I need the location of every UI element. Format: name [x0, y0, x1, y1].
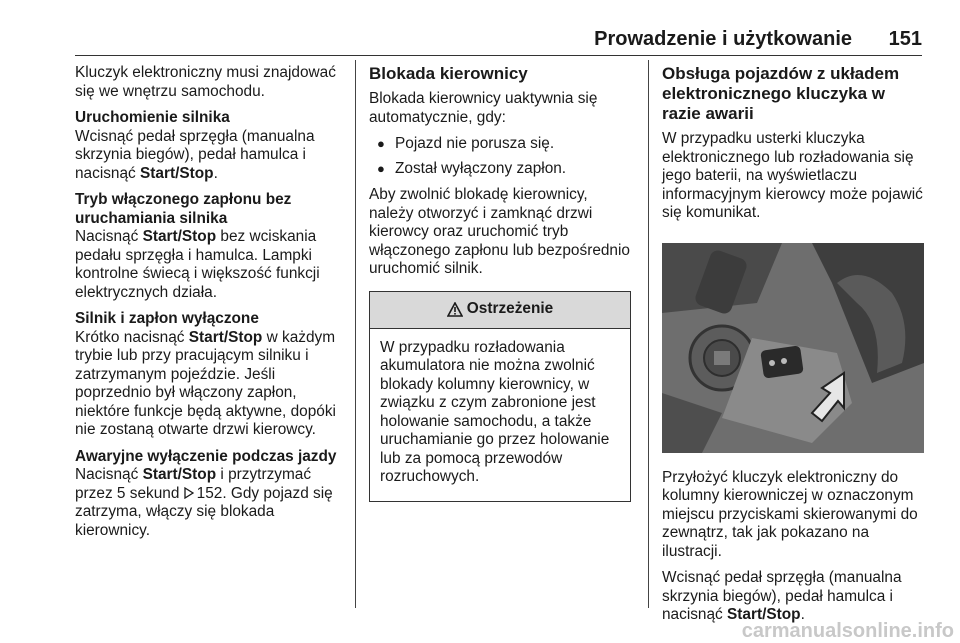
text: . — [800, 606, 805, 623]
column-1 — [75, 64, 347, 548]
column-divider-2 — [648, 60, 649, 608]
text: bez wciskania pedału sprzęgła i hamulca. Lampki kontrolne świecą i większość funkcji elektrycznych działa. — [75, 228, 320, 301]
page-footer — [0, 620, 960, 642]
text: Wcisnąć pedał sprzęgła (manualna skrzynia biegów), pedał hamulca i nacisnąć — [662, 569, 902, 623]
text: i przytrzymać przez 5 sekund — [75, 466, 312, 502]
warning-title: Ostrzeżenie — [466, 300, 554, 318]
subheading-engine-start: Uruchomienie silnika — [75, 109, 230, 126]
bullet-list — [369, 135, 631, 178]
header-divider — [75, 55, 922, 56]
start-stop-label: Start/Stop — [188, 328, 263, 346]
warning-text: W przypadku rozładowania akumulatora nie można zwolnić blokady kolumny kierownicy, w związku z czym zabronione jest holowanie samochodu, a także uruchamianie go przez holowanie lub za pomocą przewodów rozruchowych. — [380, 338, 610, 485]
illustration-steering-column-key — [662, 243, 924, 453]
text: . Gdy pojazd się zatrzyma, włączy się blokada kierownicy. — [75, 484, 333, 539]
column-2 — [369, 64, 631, 502]
section-title-emergency-key: Obsługa pojazdów z układem elektronicznego kluczyka w razie awarii — [662, 64, 900, 123]
text: Wcisnąć pedał sprzęgła (manualna skrzynia biegów), pedał hamulca i nacisnąć — [75, 127, 315, 182]
column-3 — [662, 64, 924, 633]
start-stop-label: Start/Stop — [142, 466, 217, 483]
subheading-emergency-off: Awaryjne wyłączenie podczas jazdy — [75, 447, 337, 465]
section-title-steering-lock: Blokada kierownicy — [369, 64, 528, 83]
page-number: 151 — [888, 28, 922, 50]
text: Krótko nacisnąć — [75, 328, 189, 346]
warning-box — [369, 291, 631, 502]
column-divider-1 — [355, 60, 356, 608]
text: Nacisnąć — [75, 228, 143, 245]
paragraph-ignition-mode — [75, 228, 347, 302]
emergency-key-instruction: Przyłożyć kluczyk elektroniczny do kolumny kierowniczej w oznaczonym miejscu przyciskami skierowanymi do zewnątrz, tak jak pokazano na ilustracji. — [662, 468, 918, 560]
list-item: ● Został wyłączony zapłon. — [369, 160, 631, 179]
list-item: ● Pojazd nie porusza się. — [369, 135, 631, 154]
reference-page: 152 — [196, 484, 223, 502]
text: . — [213, 164, 218, 182]
paragraph-engine-off — [75, 329, 347, 440]
paragraph-emergency-off — [75, 466, 347, 540]
intro-text: Kluczyk elektroniczny musi znajdować się we wnętrzu samochodu. — [75, 64, 336, 100]
text: w każdym trybie lub przy pracującym silniku i zatrzymanym pojeździe. Jeśli poprzednio był włączony zapłon, niektóre funkcje będą aktywne, dopóki nie zostaną otwarte drzwi kierowcy. — [75, 328, 336, 438]
reference-arrow-icon — [184, 487, 194, 499]
start-stop-label: Start/Stop — [140, 164, 214, 182]
chapter-title: Prowadzenie i użytkowanie — [594, 28, 852, 50]
emergency-key-intro: W przypadku usterki kluczyka elektronicznego lub rozładowania się jego baterii, na wyświetlaczu informacyjnym kierowcy może pojawić się komunikat. — [662, 130, 923, 221]
steering-column-illustration — [662, 243, 924, 453]
subheading-ignition-mode: Tryb włączonego zapłonu bez uruchamiania silnika — [75, 191, 292, 227]
start-stop-label: Start/Stop — [142, 228, 217, 245]
watermark[interactable]: carmanualsonline.info — [741, 620, 954, 642]
start-stop-label: Start/Stop — [727, 606, 801, 623]
steering-lock-intro: Blokada kierownicy uaktywnia się automatycznie, gdy: — [369, 90, 598, 126]
emergency-start-instruction — [662, 569, 924, 625]
steering-unlock-text: Aby zwolnić blokadę kierownicy, należy otworzyć i zamknąć drzwi kierowcy oraz uruchomić tryb włączonego zapłonu lub bezpośrednio uruchomić silnik. — [369, 186, 630, 277]
warning-triangle-icon — [447, 302, 463, 317]
page-reference-link[interactable] — [184, 485, 223, 502]
paragraph-engine-start — [75, 128, 347, 184]
text: Nacisnąć — [75, 466, 143, 483]
subheading-engine-off: Silnik i zapłon wyłączone — [75, 310, 259, 327]
page-header — [0, 0, 960, 56]
warning-header — [370, 292, 630, 329]
